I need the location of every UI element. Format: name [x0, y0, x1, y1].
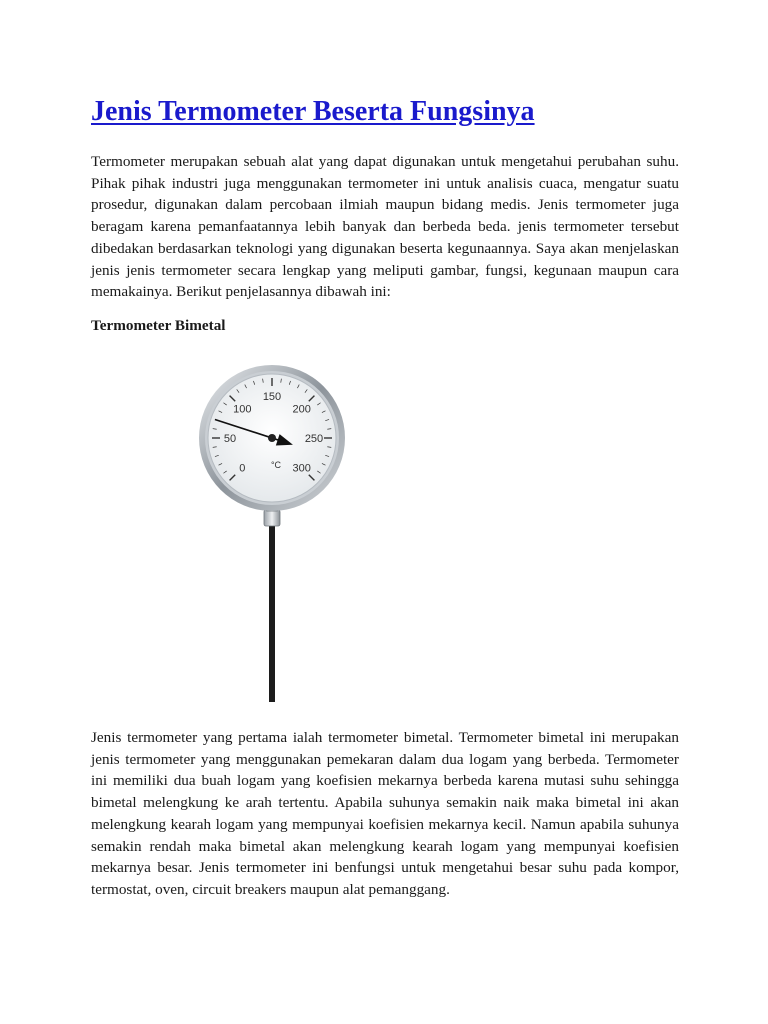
section-body-paragraph: Jenis termometer yang pertama ialah termometer bimetal. Termometer bimetal ini merupakan jenis termometer yang menggunakan pemekaran dalam dua logam yang berbeda. Termometer ini memiliki dua buah logam yang koefisien mekarnya berbeda karena mutasi suhu sehingga bimetal melengkung ke arah tertentu. Apabila suhunya semakin naik maka bimetal ini akan melengkung kearah logam yang mempunyai koefisien mekarnya kecil. Namun apabila suhunya semakin rendah maka bimetal akan melengkung kearah logam yang mempunyai koefisien mekarnya besar. Jenis termometer ini benfungsi untuk mengetahui besar suhu pada kompor, termostat, oven, circuit breakers maupun alat pemanggang. — [91, 729, 679, 898]
scale-label: 50 — [223, 433, 237, 445]
scale-label: 300 — [292, 462, 311, 475]
scale-label: 250 — [304, 433, 324, 445]
gauge-unit-label: °C — [270, 460, 282, 470]
thermometer-stem — [269, 520, 275, 702]
stem-fitting — [264, 510, 280, 526]
scale-label: 100 — [233, 403, 252, 416]
scale-label: 200 — [292, 403, 311, 416]
bimetal-thermometer-illustration — [196, 360, 366, 710]
scale-label: 0 — [239, 462, 246, 475]
needle-hub — [268, 434, 276, 442]
intro-paragraph: Termometer merupakan sebuah alat yang dapat digunakan untuk mengetahui perubahan suhu. Pihak pihak industri juga menggunakan termometer ini untuk analisis cuaca, mengatur suatu prosedur, digunakan dalam percobaan ilmiah maupun bidang medis. Jenis termometer juga beragam karena pemanfaatannya lebih banyak dan berbeda beda. jenis termometer tersebut dibedakan berdasarkan teknologi yang digunakan beserta kegunaannya. Saya akan menjelaskan jenis jenis termometer secara lengkap yang meliputi gambar, fungsi, kegunaan maupun cara memakainya. Berikut penjelasannya dibawah ini: — [91, 153, 679, 301]
page-title[interactable]: Jenis Termometer Beserta Fungsinya — [91, 96, 535, 127]
bimetal-thermometer-image — [196, 360, 366, 710]
scale-label: 150 — [262, 391, 282, 403]
section-heading: Termometer Bimetal — [91, 317, 226, 334]
